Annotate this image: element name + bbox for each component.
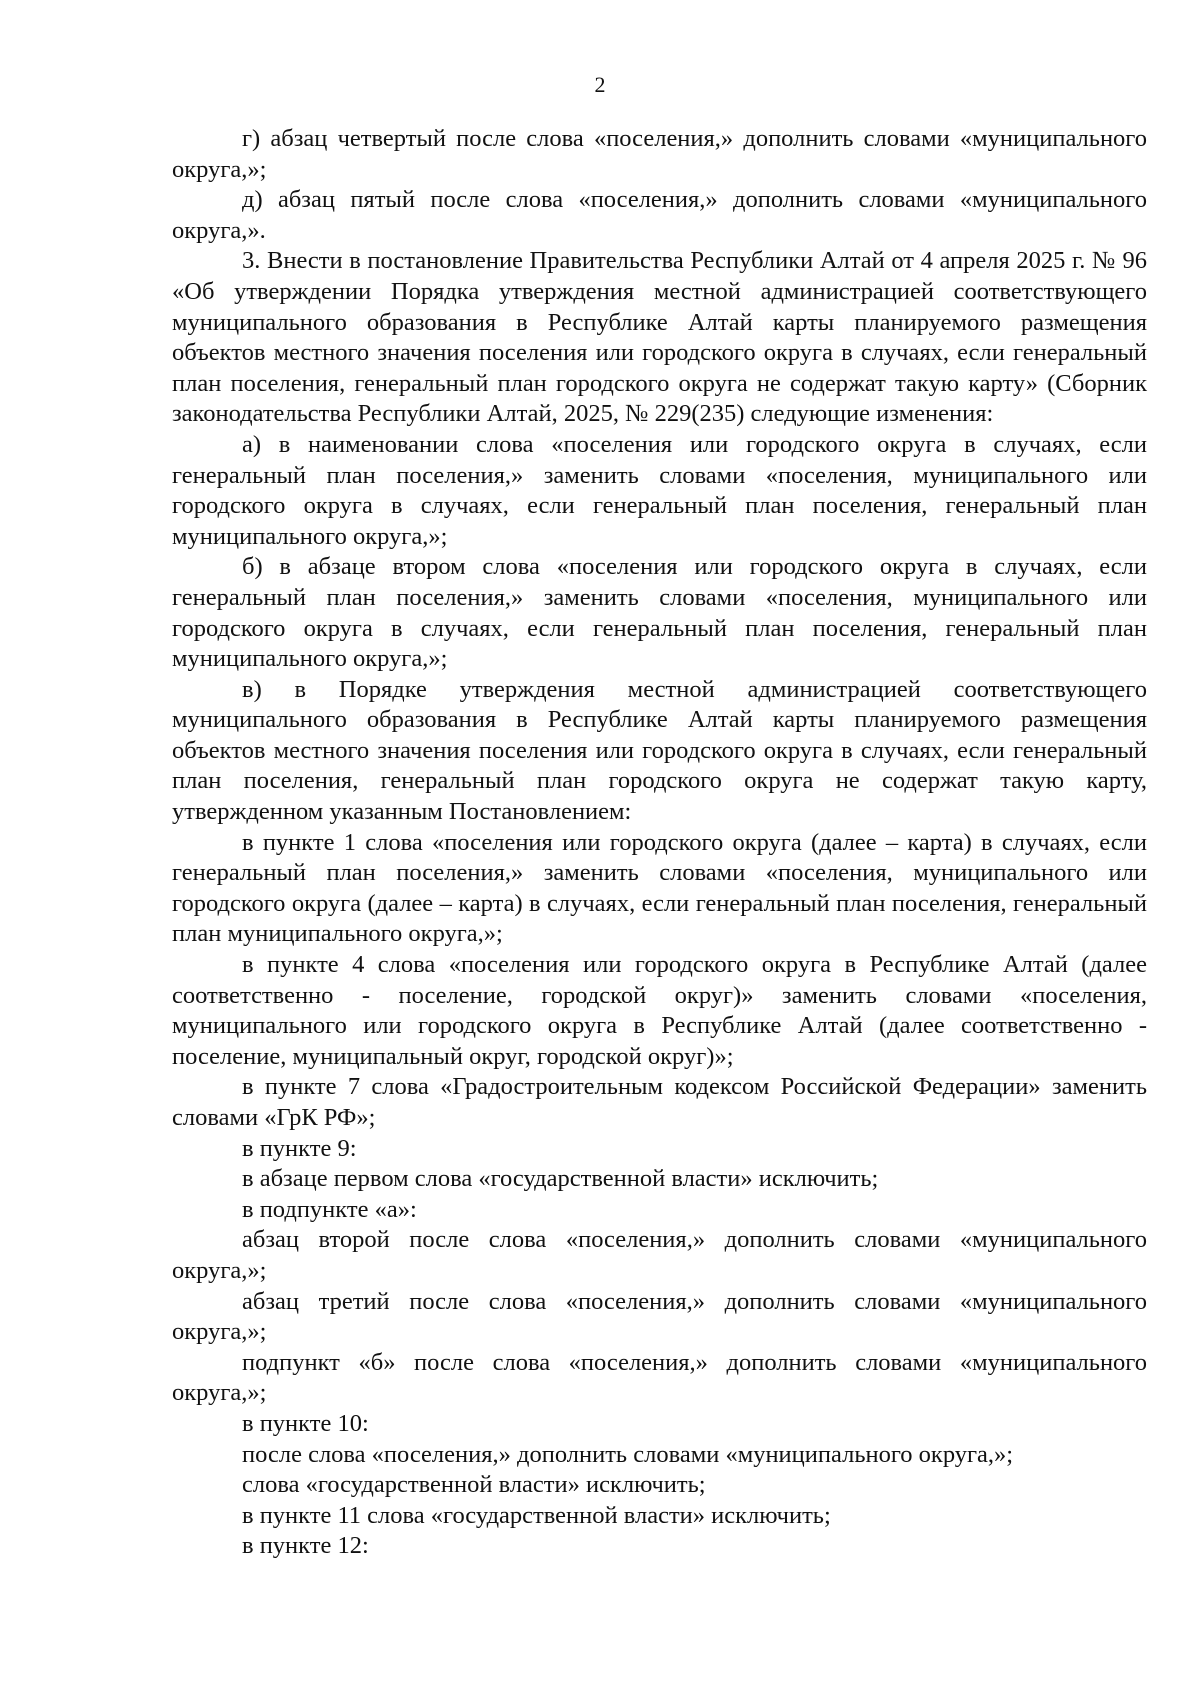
paragraph: абзац второй после слова «поселения,» дополнить словами «муниципального округа,»; xyxy=(172,1226,1147,1284)
paragraph: абзац третий после слова «поселения,» дополнить словами «муниципального округа,»; xyxy=(172,1287,1147,1346)
document-body xyxy=(172,124,1147,1562)
paragraph: подпункт «б» после слова «поселения,» дополнить словами «муниципального округа,»; xyxy=(172,1348,1147,1407)
paragraph: в пункте 4 слова «поселения или городского округа в Республике Алтай (далее соответственно - поселение, городской округ)» заменить словами «поселения, муниципального или городского округа в Республике Алтай (далее соответственно - поселение, муниципальный округ, городской округ)»; xyxy=(172,951,1147,1070)
paragraph: г) абзац четвертый после слова «поселения,» дополнить словами «муниципального округа,»; xyxy=(172,125,1147,183)
paragraph: а) в наименовании слова «поселения или городского округа в случаях, если генеральный план поселения,» заменить словами «поселения, муниципального или городского округа в случаях, если генеральный план поселения, генеральный план муниципального округа,»; xyxy=(172,430,1147,550)
paragraph: в пункте 11 слова «государственной власти» исключить; xyxy=(242,1501,831,1529)
paragraph: в пункте 12: xyxy=(242,1532,369,1560)
paragraph: в пункте 10: xyxy=(242,1409,369,1437)
paragraph: после слова «поселения,» дополнить словами «муниципального округа,»; xyxy=(242,1440,1014,1468)
paragraph: в) в Порядке утверждения местной администрацией соответствующего муниципального образования в Республике Алтай карты планируемого размещения объектов местного значения поселения или городского округа в случаях, если генеральный план поселения, генеральный план городского округа не содержат такую карту, утвержденном указанным Постановлением: xyxy=(172,675,1147,826)
paragraph: 3. Внести в постановление Правительства Республики Алтай от 4 апреля 2025 г. № 96 «Об утверждении Порядка утверждения местной администрацией соответствующего муниципального образования в Республике Алтай карты планируемого размещения объектов местного значения поселения или городского округа в случаях, если генеральный план поселения, генеральный план городского округа не содержат такую карту» (Сборник законодательства Республики Алтай, 2025, № 229(235) следующие изменения: xyxy=(172,247,1147,428)
paragraph: в пункте 9: xyxy=(242,1134,357,1162)
page-number: 2 xyxy=(594,72,606,97)
paragraph: б) в абзаце втором слова «поселения или городского округа в случаях, если генеральный план поселения,» заменить словами «поселения, муниципального или городского округа в случаях, если генеральный план поселения, генеральный план муниципального округа,»; xyxy=(172,553,1147,673)
paragraph: слова «государственной власти» исключить; xyxy=(242,1471,706,1499)
paragraph: д) абзац пятый после слова «поселения,» дополнить словами «муниципального округа,». xyxy=(172,186,1147,244)
paragraph: в подпункте «а»: xyxy=(242,1195,417,1223)
paragraph: в абзаце первом слова «государственной власти» исключить; xyxy=(242,1165,879,1193)
paragraph: в пункте 1 слова «поселения или городского округа (далее – карта) в случаях, если генеральный план поселения,» заменить словами «поселения, муниципального или городского округа (далее – карта) в случаях, если генеральный план поселения, генеральный план муниципального округа,»; xyxy=(172,828,1147,948)
paragraph: в пункте 7 слова «Градостроительным кодексом Российской Федерации» заменить словами «ГрК РФ»; xyxy=(172,1073,1147,1131)
